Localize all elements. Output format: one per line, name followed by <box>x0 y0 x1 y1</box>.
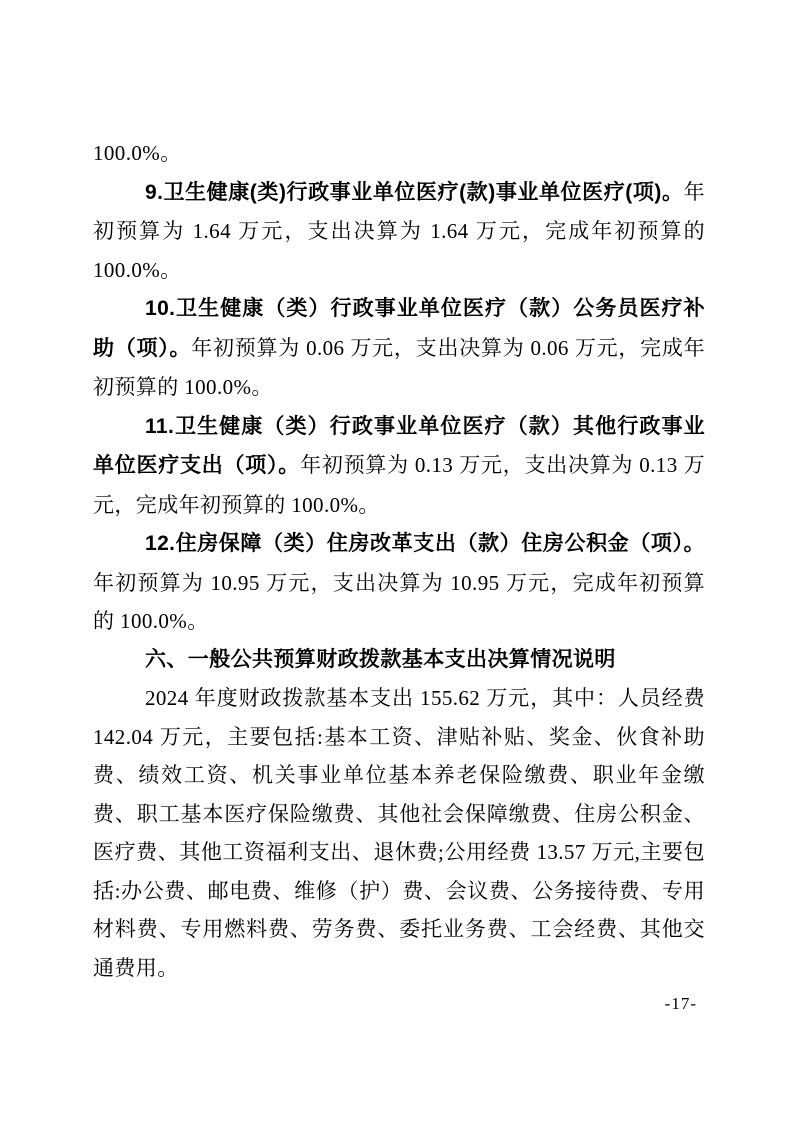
document-body <box>93 134 705 987</box>
item-12-body: 年初预算为 10.95 万元，支出决算为 10.95 万元，完成年初预算的 100.0%。 <box>93 570 705 633</box>
item-10-body: 年初预算为 0.06 万元，支出决算为 0.06 万元，完成年初预算的 100.0%。 <box>93 335 705 399</box>
paragraph-continuation <box>93 134 705 173</box>
paragraph-item-9 <box>93 173 705 290</box>
section-heading-6-text: 六、一般公共预算财政拨款基本支出决算情况说明 <box>145 647 616 671</box>
paragraph-item-12 <box>93 524 705 641</box>
paragraph-item-11 <box>93 407 705 525</box>
section-heading-6 <box>93 641 705 680</box>
paragraph-basic-expense <box>93 679 705 987</box>
page-number: -17- <box>664 994 697 1013</box>
item-9-heading: 9.卫生健康(类)行政事业单位医疗(款)事业单位医疗(项)。 <box>145 180 684 204</box>
item-12-heading: 12.住房保障（类）住房改革支出（款）住房公积金（项）。 <box>145 532 705 555</box>
item-9-body: 年初预算为 1.64 万元，支出决算为 1.64 万元，完成年初预算的 100.0%。 <box>93 179 705 282</box>
paragraph-item-10 <box>93 289 705 407</box>
item-10-heading: 10.卫生健康（类）行政事业单位医疗（款）公务员医疗补助（项）。 <box>93 297 705 360</box>
item-11-heading: 11.卫生健康（类）行政事业单位医疗（款）其他行政事业单位医疗支出（项）。 <box>93 414 705 477</box>
item-11-body: 年初预算为 0.13 万元，支出决算为 0.13 万元，完成年初预算的 100.0%。 <box>93 453 706 517</box>
paragraph-basic-expense-text: 2024 年度财政拨款基本支出 155.62 万元，其中：人员经费 142.04 万元，主要包括:基本工资、津贴补贴、奖金、伙食补助费、绩效工资、机关事业单位基本养老保险缴费、职业年金缴费、职工基本医疗保险缴费、其他社会保障缴费、住房公积金、医疗费、其他工资福利支出、退休费;公用经费 13.57 万元,主要包括:办公费、邮电费、维修（护）费、会议费、公务接待费、专用材料费、专用燃料费、劳务费、委托业务费、工会经费、其他交通费用。 <box>93 686 705 980</box>
paragraph-continuation-text: 100.0%。 <box>93 141 182 165</box>
